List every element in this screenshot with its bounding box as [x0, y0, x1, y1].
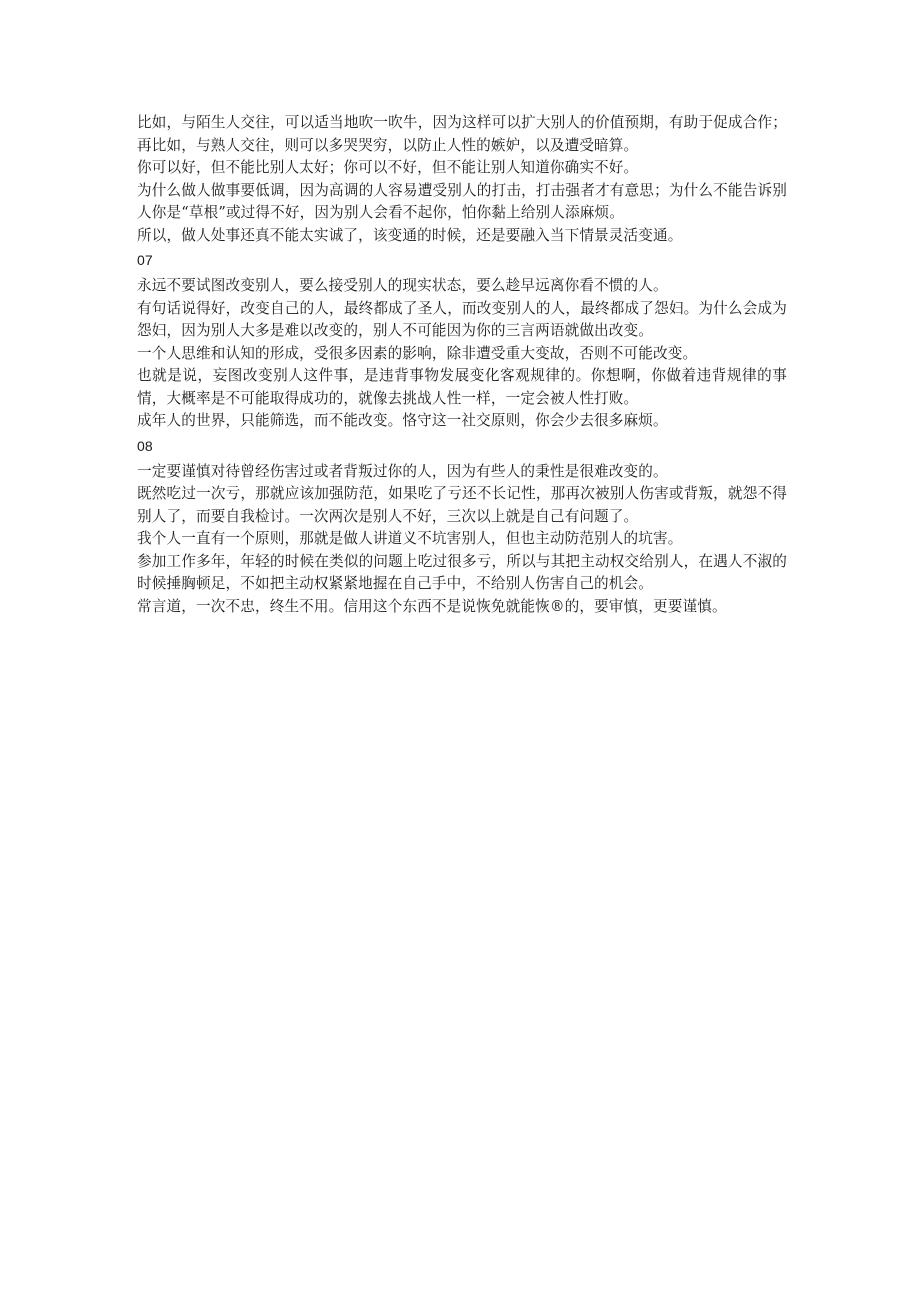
paragraph: 既然吃过一次亏，那就应该加强防范，如果吃了亏还不长记性，那再次被别人伤害或背叛，就怨不得别人了，而要自我检讨。一次两次是别人不好，三次以上就是自己有问题了。: [137, 485, 787, 525]
paragraph: 有句话说得好，改变自己的人，最终都成了圣人，而改变别人的人，最终都成了怨妇。为什么会成为怨妇，因为别人大多是难以改变的，别人不可能因为你的三言两语就做出改变。: [137, 299, 787, 339]
paragraph: 所以，做人处事还真不能太实诚了，该变通的时候，还是要融入当下情景灵活变通。: [137, 226, 683, 244]
paragraph: 也就是说，妄图改变别人这件事，是违背事物发展变化客观规律的。你想啊，你做着违背规律的事情，大概率是不可能取得成功的，就像去挑战人性一样，一定会被人性打败。: [137, 367, 787, 407]
section-number: 08: [137, 437, 153, 454]
paragraph: 我个人一直有一个原则，那就是做人讲道义不坑害别人，但也主动防范别人的坑害。: [137, 530, 683, 547]
section-number: 07: [137, 252, 153, 268]
paragraph: 为什么做人做事要低调，因为高调的人容易遭受别人的打击，打击强者才有意思；为什么不能告诉别人你是“草根”或过得不好，因为别人会看不起你，怕你黏上给别人添麻烦。: [137, 181, 787, 221]
paragraph: 你可以好，但不能比别人太好；你可以不好，但不能让别人知道你确实不好。: [137, 159, 639, 176]
document-body: [137, 112, 787, 618]
paragraph: 常言道，一次不忠，终生不用。信用这个东西不是说恢免就能恢®的，要审慎，更要谨慎。: [137, 597, 727, 615]
paragraph: 参加工作多年，年轻的时候在类似的问题上吃过很多亏，所以与其把主动权交给别人，在遇人不淑的时候捶胸顿足，不如把主动权紧紧地握在自己手中，不给别人伤害自己的机会。: [137, 552, 787, 592]
paragraph: 永远不要试图改变别人，要么接受别人的现实状态，要么趁早远离你看不惯的人。: [137, 277, 668, 294]
paragraph: 比如，与陌生人交往，可以适当地吹一吹牛，因为这样可以扩大别人的价值预期，有助于促成合作；再比如，与熟人交往，则可以多哭哭穷，以防止人性的嫉妒，以及遭受暗算。: [137, 114, 787, 154]
paragraph: 一定要谨慎对待曾经伤害过或者背叛过你的人，因为有些人的秉性是很难改变的。: [137, 462, 668, 480]
paragraph: 成年人的世界，只能筛选，而不能改变。恪守这一社交原则，你会少去很多麻烦。: [137, 412, 668, 429]
paragraph: 一个人思维和认知的形成，受很多因素的影响，除非遭受重大变故，否则不可能改变。: [137, 344, 698, 362]
